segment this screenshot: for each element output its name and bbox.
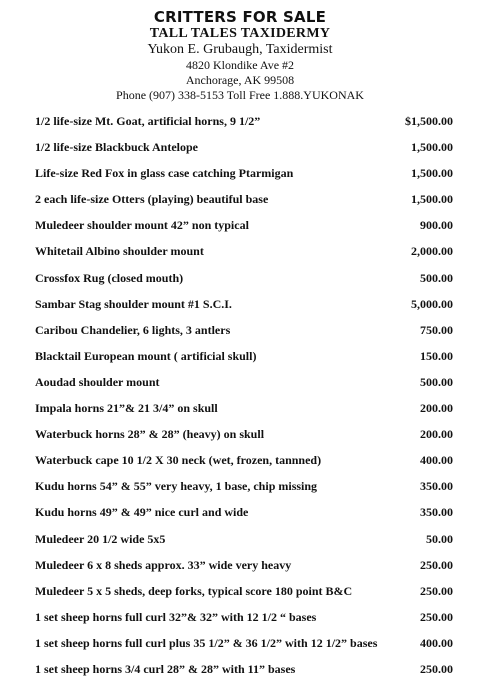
letterhead (0, 8, 480, 103)
item-description: 1/2 life-size Blackbuck Antelope (35, 140, 198, 155)
item-price: 5,000.00 (411, 296, 453, 311)
item-description: 2 each life-size Otters (playing) beautiful base (35, 192, 269, 207)
list-item (35, 584, 453, 610)
company-name: TALL TALES TAXIDERMY (149, 26, 331, 41)
street-address: 4820 Klondike Ave #2 (185, 58, 295, 72)
item-price: 750.00 (420, 322, 453, 337)
item-price: 400.00 (420, 635, 453, 650)
phone-numbers: Phone (907) 338-5153 Toll Free 1.888.YUKONAK (116, 88, 364, 102)
list-item (35, 271, 453, 297)
owner-name: Yukon E. Grubaugh, Taxidermist (147, 42, 333, 57)
item-price: 150.00 (420, 348, 453, 363)
item-price: 50.00 (426, 531, 453, 546)
item-description: Aoudad shoulder mount (35, 374, 160, 389)
list-item (35, 453, 453, 479)
list-item (35, 558, 453, 584)
item-price: 250.00 (420, 609, 453, 624)
item-price: 250.00 (420, 661, 453, 676)
item-description: Muledeer shoulder mount 42” non typical (35, 218, 249, 233)
item-description: Crossfox Rug (closed mouth) (35, 270, 184, 285)
item-price: $1,500.00 (405, 114, 453, 128)
item-price: 1,500.00 (411, 192, 453, 207)
item-description: 1/2 life-size Mt. Goat, artificial horns, 9 1/2” (35, 114, 261, 128)
list-item (35, 375, 453, 401)
item-price: 250.00 (420, 557, 453, 572)
item-description: 1 set sheep horns 3/4 curl 28” & 28” with 11” bases (35, 661, 296, 676)
list-item (35, 166, 453, 192)
item-description: Waterbuck cape 10 1/2 X 30 neck (wet, frozen, tannned) (35, 453, 322, 468)
item-description: 1 set sheep horns full curl plus 35 1/2” & 36 1/2” with 12 1/2” bases (35, 635, 378, 650)
page-title: CRITTERS FOR SALE (153, 8, 327, 26)
item-description: Waterbuck horns 28” & 28” (heavy) on skull (35, 427, 265, 442)
item-description: Life-size Red Fox in glass case catching Ptarmigan (35, 166, 294, 181)
list-item (35, 479, 453, 505)
list-item (35, 192, 453, 218)
item-price: 200.00 (420, 427, 453, 442)
list-item (35, 218, 453, 244)
item-price: 350.00 (420, 505, 453, 520)
item-description: Kudu horns 49” & 49” nice curl and wide (35, 505, 249, 520)
list-item (35, 297, 453, 323)
list-item (35, 532, 453, 558)
item-price: 900.00 (420, 218, 453, 233)
list-item (35, 140, 453, 166)
list-item (35, 505, 453, 531)
item-description: Muledeer 20 1/2 wide 5x5 (35, 531, 166, 546)
item-price: 2,000.00 (411, 244, 453, 259)
item-description: 1 set sheep horns full curl 32”& 32” with 12 1/2 “ bases (35, 609, 317, 624)
item-price: 500.00 (420, 374, 453, 389)
item-price: 500.00 (420, 270, 453, 285)
list-item (35, 610, 453, 636)
item-description: Blacktail European mount ( artificial skull) (35, 348, 257, 363)
item-price: 400.00 (420, 453, 453, 468)
item-description: Kudu horns 54” & 55” very heavy, 1 base, chip missing (35, 479, 318, 494)
list-item (35, 323, 453, 349)
item-description: Impala horns 21”& 21 3/4” on skull (35, 401, 218, 416)
item-price: 250.00 (420, 583, 453, 598)
list-item (35, 349, 453, 375)
list-item (35, 427, 453, 453)
list-item (35, 244, 453, 270)
item-description: Whitetail Albino shoulder mount (35, 244, 204, 259)
item-price: 350.00 (420, 479, 453, 494)
item-description: Sambar Stag shoulder mount #1 S.C.I. (35, 296, 232, 311)
price-list (35, 114, 453, 688)
list-item (35, 636, 453, 662)
item-description: Muledeer 5 x 5 sheds, deep forks, typical score 180 point B&C (35, 583, 353, 598)
list-item (35, 401, 453, 427)
list-item (35, 662, 453, 688)
list-item (35, 114, 453, 140)
item-price: 1,500.00 (411, 140, 453, 155)
city-state-zip: Anchorage, AK 99508 (185, 73, 295, 87)
item-price: 200.00 (420, 401, 453, 416)
item-price: 1,500.00 (411, 166, 453, 181)
item-description: Caribou Chandelier, 6 lights, 3 antlers (35, 322, 231, 337)
item-description: Muledeer 6 x 8 sheds approx. 33” wide very heavy (35, 557, 292, 572)
